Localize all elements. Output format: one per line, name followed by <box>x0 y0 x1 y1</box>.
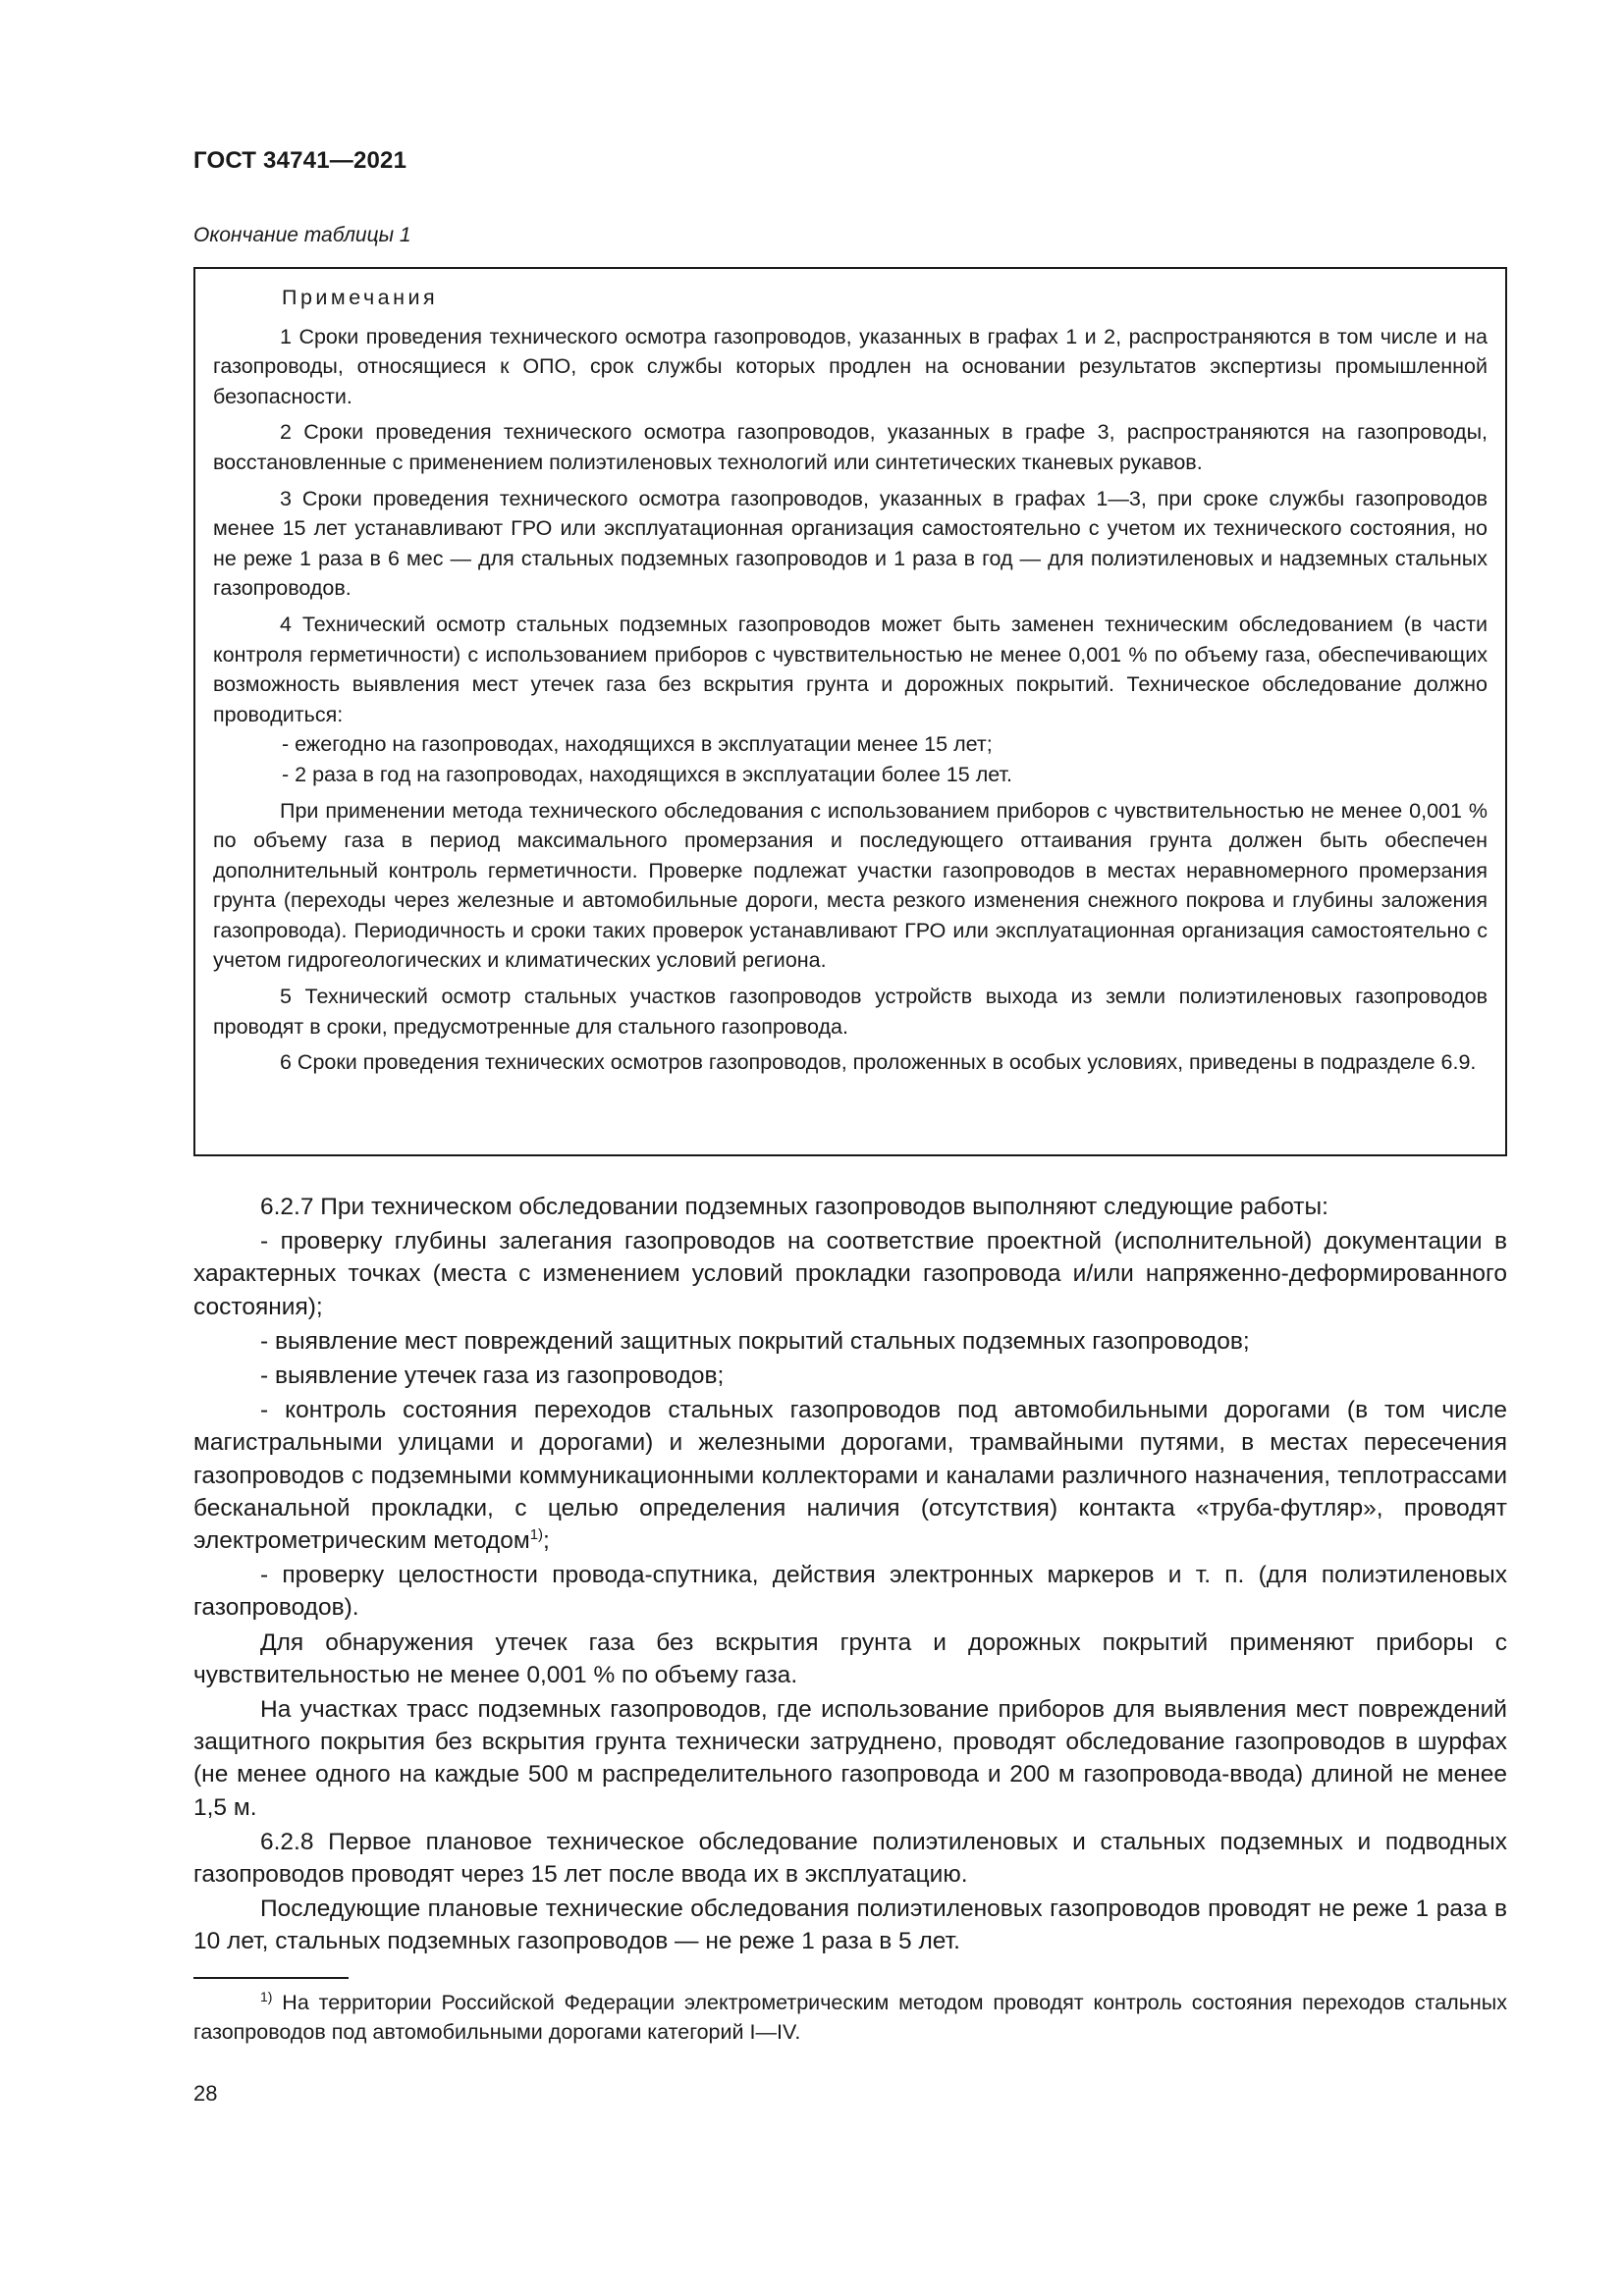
work-item-gas-leaks: - выявление утечек газа из газопроводов; <box>260 1362 725 1390</box>
page-number: 28 <box>193 2081 218 2106</box>
clause-6-2-8: 6.2.8 Первое плановое техническое обследование полиэтиленовых и стальных подземных и подводных газопроводов проводят через 15 лет после ввода их в эксплуатацию. <box>193 1828 1507 1889</box>
note-6: 6 Сроки проведения технических осмотров газопроводов, проложенных в особых условиях, приведены в подразделе 6.9. <box>280 1050 1477 1075</box>
note-4-list-item: - 2 раза в год на газопроводах, находящихся в эксплуатации более 15 лет. <box>282 762 1012 786</box>
note-2: 2 Сроки проведения технического осмотра газопроводов, указанных в графе 3, распространяются на газопроводы, восстановленные с применением полиэтиленовых технологий или синтетических тканевых рукавов. <box>213 420 1488 474</box>
leak-detection-paragraph: Для обнаружения утечек газа без вскрытия грунта и дорожных покрытий применяют приборы с чувствительностью не менее 0,001 % по объему газа. <box>193 1629 1507 1688</box>
crossings-control-text: - контроль состояния переходов стальных газопроводов под автомобильными дорогами (в том числе магистральными улицами и дорогами) и железными дорогами, трамвайными путями, в местах пересечения газопроводов с подземными коммуникационными коллекторами и каналами различного назначения, теплотрассами бесканальной прокладки, с целью определения наличия (отсутствия) контакта «труба-футляр», проводят электрометрическим методом <box>193 1397 1507 1555</box>
clause-6-2-7: 6.2.7 При техническом обследовании подземных газопроводов выполняют следующие работы: <box>260 1194 1328 1220</box>
body-text <box>193 1191 1507 1960</box>
work-item-depth-check: - проверку глубины залегания газопроводов на соответствие проектной (исполнительной) документации в характерных точках (места с изменением условий прокладки газопровода и/или напряженно-деформированного состояния); <box>193 1228 1507 1320</box>
note-4-continuation: При применении метода технического обследования с использованием приборов с чувствительностью не менее 0,001 % по объему газа в период максимального промерзания и последующего оттаивания грунта должен быть обеспечен дополнительный контроль герметичности. Проверке подлежат участки газопроводов в местах неравномерного промерзания грунта (переходы через железные и автомобильные дороги, места резкого изменения снежного покрова и глубины заложения газопровода). Периодичность и сроки таких проверок устанавливают ГРО или эксплуатационная организация самостоятельно с учетом гидрогеологических и климатических условий региона. <box>213 798 1488 973</box>
note-4-list-item: - ежегодно на газопроводах, находящихся в эксплуатации менее 15 лет; <box>282 732 993 757</box>
footnote-divider <box>193 1977 349 1979</box>
work-item-coating-damage: - выявление мест повреждений защитных покрытий стальных подземных газопроводов; <box>260 1327 1250 1355</box>
table-caption: Окончание таблицы 1 <box>193 224 411 246</box>
notes-title: Примечания <box>282 286 439 309</box>
periodic-inspection-paragraph: Последующие плановые технические обследования полиэтиленовых газопроводов проводят не реже 1 раза в 10 лет, стальных подземных газопроводов — не реже 1 раза в 5 лет. <box>193 1896 1507 1955</box>
table-notes-box <box>193 267 1507 1156</box>
work-item-crossings-control <box>193 1394 1507 1557</box>
footnote-ref[interactable]: 1) <box>529 1526 544 1544</box>
standard-id-header: ГОСТ 34741—2021 <box>193 147 407 174</box>
crossings-control-tail: ; <box>543 1527 550 1555</box>
footnote-text: На территории Российской Федерации электрометрическим методом проводят контроль состояния переходов стальных газопроводов под автомобильными дорогами категорий I—IV. <box>193 1991 1507 2044</box>
note-3: 3 Сроки проведения технического осмотра газопроводов, указанных в графах 1—3, при сроке службы газопроводов менее 15 лет устанавливают ГРО или эксплуатационная организация самостоятельно с учетом их технического состояния, но не реже 1 раза в 6 мес — для стальных подземных газопроводов и 1 раза в год — для полиэтиленовых и надземных стальных газопроводов. <box>213 486 1488 601</box>
footnote-marker: 1) <box>260 1989 273 2004</box>
pit-inspection-paragraph: На участках трасс подземных газопроводов, где использование приборов для выявления мест повреждений защитного покрытия без вскрытия грунта технически затруднено, проводят обследование газопроводов в шурфах (не менее одного на каждые 500 м распределительного газопровода и 200 м газопровода-ввода) длиной не менее 1,5 м. <box>193 1696 1507 1821</box>
footnote <box>193 1988 1507 2047</box>
note-5: 5 Технический осмотр стальных участков газопроводов устройств выхода из земли полиэтиленовых газопроводов проводят в сроки, предусмотренные для стального газопровода. <box>213 985 1488 1039</box>
note-4: 4 Технический осмотр стальных подземных газопроводов может быть заменен техническим обследованием (в части контроля герметичности) с использованием приборов с чувствительностью не менее 0,001 % по объему газа, обеспечивающих возможность выявления мест утечек газа без вскрытия грунта и дорожных покрытий. Техническое обследование должно проводиться: <box>213 612 1488 726</box>
work-item-tracer-wire: - проверку целостности провода-спутника, действия электронных маркеров и т. п. (для полиэтиленовых газопроводов). <box>193 1562 1507 1622</box>
note-1: 1 Сроки проведения технического осмотра газопроводов, указанных в графах 1 и 2, распространяются в том числе и на газопроводы, относящиеся к ОПО, срок службы которых продлен на основании результатов экспертизы промышленной безопасности. <box>213 324 1488 408</box>
